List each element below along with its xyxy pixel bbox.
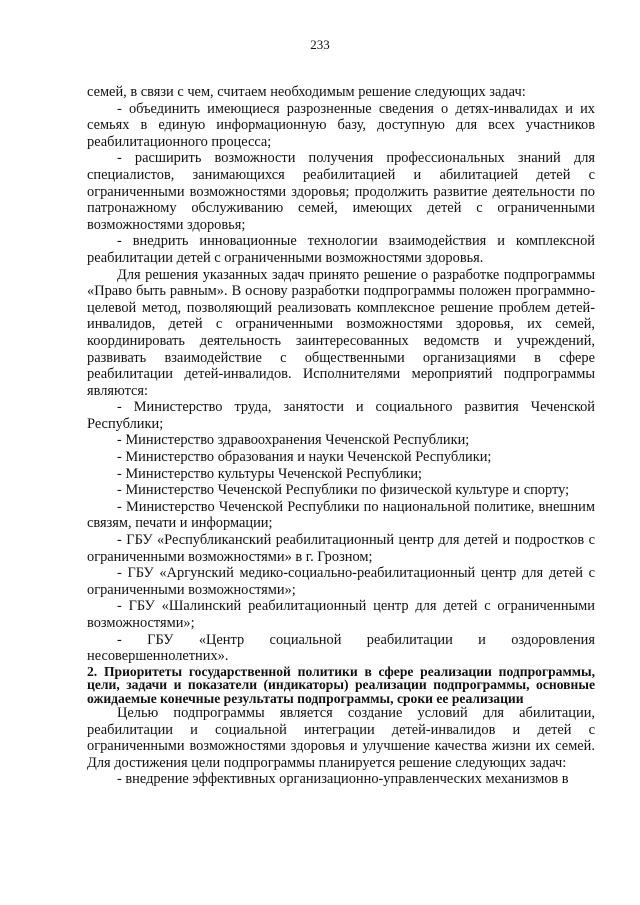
list-item: - Министерство здравоохранения Чеченской Республики; [117, 432, 470, 449]
list-item: - ГБУ «Аргунский медико-социально-реабилитационный центр для детей с ограниченными возможностями»; [87, 565, 595, 598]
list-item: - ГБУ «Центр социальной реабилитации и оздоровления несовершеннолетних». [87, 631, 595, 665]
list-item: - внедрить инновационные технологии взаимодействия и комплексной реабилитации детей с ограниченными возможностями здоровья. [87, 233, 595, 266]
list-item: - Министерство образования и науки Чеченской Республики; [117, 449, 492, 466]
document-body [87, 84, 595, 788]
list-item: - объединить имеющиеся разрозненные сведения о детях-инвалидах и их семьях в единую информационную базу, доступную для всех участников реабилитационного процесса; [87, 100, 595, 150]
paragraph: Для решения указанных задач принято решение о разработке подпрограммы «Право быть равным». В основу разработки подпрограммы положен программно-целевой метод, позволяющий реализовать комплексное решение проблем детей-инвалидов, детей с ограниченными возможностями здоровья, их семей, координировать деятельность заинтересованных ведомств и учреждений, развивать взаимодействие с общественными организациями в сфере реабилитации детей-инвалидов. Исполнителями мероприятий подпрограммы являются: [87, 266, 595, 399]
section-heading: 2. Приоритеты государственной политики в сфере реализации подпрограммы, цели, задачи и показатели (индикаторы) реализации подпрограммы, основные ожидаемые конечные результаты подпрограммы, сроки ее реализации [87, 663, 595, 706]
list-item: - ГБУ «Шалинский реабилитационный центр для детей с ограниченными возможностями»; [87, 598, 595, 631]
list-item: - Министерство труда, занятости и социального развития Чеченской Республики; [87, 399, 595, 432]
list-item: - Министерство Чеченской Республики по национальной политике, внешним связям, печати и информации; [87, 498, 595, 532]
list-item: - Министерство культуры Чеченской Республики; [117, 465, 423, 482]
list-item: - внедрение эффективных организационно-управленческих механизмов в [117, 771, 569, 788]
paragraph: семей, в связи с чем, считаем необходимым решение следующих задач: [87, 84, 526, 100]
list-item: - ГБУ «Республиканский реабилитационный центр для детей и подростков с ограниченными возможностями» в г. Грозном; [87, 532, 595, 565]
page-number: 233 [310, 37, 330, 52]
list-item: - расширить возможности получения профессиональных знаний для специалистов, занимающихся реабилитацией и абилитацией детей с ограниченными возможностями здоровья; продолжить развитие деятельности по патронажному обслуживанию семей, имеющих детей с ограниченными возможностями здоровья; [87, 150, 595, 233]
paragraph: Целью подпрограммы является создание условий для абилитации, реабилитации и социальной интеграции детей-инвалидов и детей с ограниченными возможностями здоровья и улучшение качества жизни их семей. Для достижения цели подпрограммы планируется решение следующих задач: [87, 705, 595, 771]
list-item: - Министерство Чеченской Республики по физической культуре и спорту; [117, 482, 570, 499]
